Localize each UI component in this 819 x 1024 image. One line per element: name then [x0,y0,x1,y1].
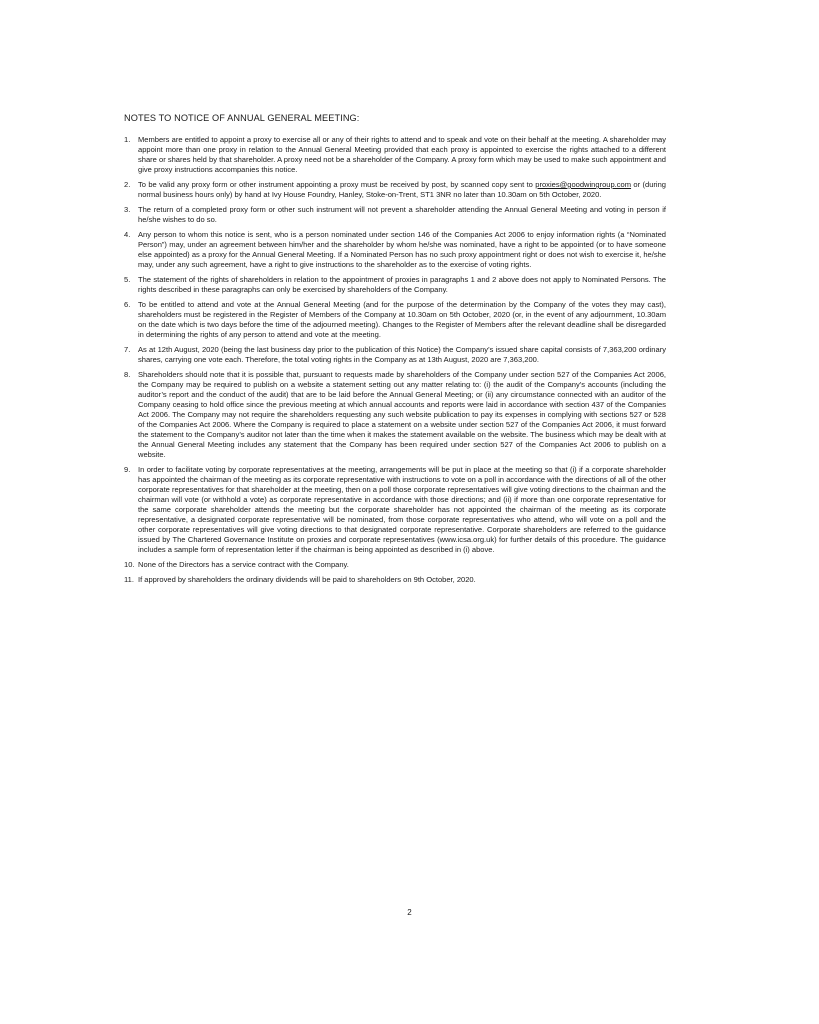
note-number: 7. [124,345,131,354]
note-number: 4. [124,230,131,239]
notes-list [124,135,666,585]
note-text [138,180,666,200]
note-7 [124,345,666,365]
note-number: 3. [124,205,131,214]
notes-heading: NOTES TO NOTICE OF ANNUAL GENERAL MEETING: [124,113,360,123]
proxy-email-link[interactable]: proxies@goodwingroup.com [535,180,632,189]
note-text: The statement of the rights of shareholders in relation to the appointment of proxies in paragraphs 1 and 2 above does not apply to Nominated Persons. The rights described in these paragraphs can only be exercised by shareholders of the Company. [138,275,666,294]
note-text: If approved by shareholders the ordinary dividends will be paid to shareholders on 9th October, 2020. [138,575,476,584]
note-text: As at 12th August, 2020 (being the last business day prior to the publication of this Notice) the Company’s issued share capital consists of 7,363,200 ordinary shares, carrying one vote each. Therefore, the total voting rights in the Company as at 13th August, 2020 are 7,363,200. [138,345,666,364]
note-text: In order to facilitate voting by corporate representatives at the meeting, arrangements will be put in place at the meeting so that (i) if a corporate shareholder has appointed the chairman of the meeting as its corporate representative with instructions to vote on a poll in accordance with the directions of all of the other corporate representatives for that shareholder at the meeting, then on a poll those corporate representatives will give voting directions to the chairman and the chairman will vote (or withhold a vote) as corporate representative in accordance with those directions; and (ii) if more than one corporate representative for the same corporate shareholder attends the meeting but the corporate shareholder has not appointed the chairman of the meeting as its corporate representative, a designated corporate representative will be nominated, from those corporate representatives who attend, who will vote on a poll and the other corporate representatives will give voting directions to that designated corporate representative. Corporate shareholders are referred to the guidance issued by The Chartered Governance Institute on proxies and corporate representatives (www.icsa.org.uk) for further details of this procedure. The guidance includes a sample form of representation letter if the chairman is being appointed as described in (i) above. [138,465,666,554]
note-9 [124,465,666,555]
note-4 [124,230,666,270]
page-number: 2 [407,908,412,917]
note-text: Shareholders should note that it is possible that, pursuant to requests made by shareholders of the Company under section 527 of the Companies Act 2006, the Company may be required to publish on a website a statement setting out any matter relating to: (i) the audit of the Company’s accounts (including the auditor’s report and the conduct of the audit) that are to be laid before the Annual General Meeting; or (ii) any circumstance connected with an auditor of the Company ceasing to hold office since the previous meeting at which annual accounts and reports were laid in accordance with section 437 of the Companies Act 2006. The Company may not require the shareholders requesting any such website publication to pay its expenses in complying with sections 527 or 528 of the Companies Act 2006. Where the Company is required to place a statement on a website under section 527 of the Companies Act 2006, it must forward the statement to the Company’s auditor not later than the time when it makes the statement available on the website. The business which may be dealt with at the Annual General Meeting includes any statement that the Company has been required under section 527 of the Companies Act 2006 to publish on a website. [138,370,666,459]
note-text-after: or (during normal business hours only) by hand at Ivy House Foundry, Hanley, Stoke-on-Trent, ST1 3NR no later than 10.30am on 5th October, 2020. [138,180,666,199]
note-number: 9. [124,465,131,474]
note-11 [124,575,666,585]
note-3 [124,205,666,225]
note-text: Any person to whom this notice is sent, who is a person nominated under section 146 of the Companies Act 2006 to enjoy information rights (a “Nominated Person”) may, under an agreement between him/her and the shareholder by whom he/she was nominated, have a right to be appointed (or to have someone else appointed) as a proxy for the Annual General Meeting. If a Nominated Person has no such proxy appointment right or does not wish to exercise it, he/she may, under any such agreement, have a right to give instructions to the shareholder as to the exercise of voting rights. [138,230,666,269]
note-text: The return of a completed proxy form or other such instrument will not prevent a shareholder attending the Annual General Meeting and voting in person if he/she wishes to do so. [138,205,666,224]
note-text: To be entitled to attend and vote at the Annual General Meeting (and for the purpose of the determination by the Company of the votes they may cast), shareholders must be registered in the Register of Members of the Company at 10.30am on 5th October, 2020 (or, in the event of any adjournment, 10.30am on the date which is two days before the time of the adjourned meeting). Changes to the Register of Members after the relevant deadline shall be disregarded in determining the rights of any person to attend and vote at the meeting. [138,300,666,339]
note-number: 2. [124,180,131,189]
note-number: 10. [124,560,135,569]
note-number: 1. [124,135,131,144]
note-number: 11. [124,575,134,584]
note-1 [124,135,666,175]
note-2 [124,180,666,200]
note-number: 8. [124,370,131,379]
note-10 [124,560,666,570]
note-8 [124,370,666,460]
note-text-before: To be valid any proxy form or other instrument appointing a proxy must be received by post, by scanned copy sent to [138,180,536,189]
note-number: 6. [124,300,131,309]
document-page [124,112,666,590]
note-text: Members are entitled to appoint a proxy to exercise all or any of their rights to attend and to speak and vote on their behalf at the meeting. A shareholder may appoint more than one proxy in relation to the Annual General Meeting provided that each proxy is appointed to exercise the rights attached to a different share or shares held by that shareholder. A proxy need not be a shareholder of the Company. A proxy form which may be used to make such appointment and give proxy instructions accompanies this notice. [138,135,666,174]
note-5 [124,275,666,295]
note-text: None of the Directors has a service contract with the Company. [138,560,349,569]
note-6 [124,300,666,340]
note-number: 5. [124,275,131,284]
